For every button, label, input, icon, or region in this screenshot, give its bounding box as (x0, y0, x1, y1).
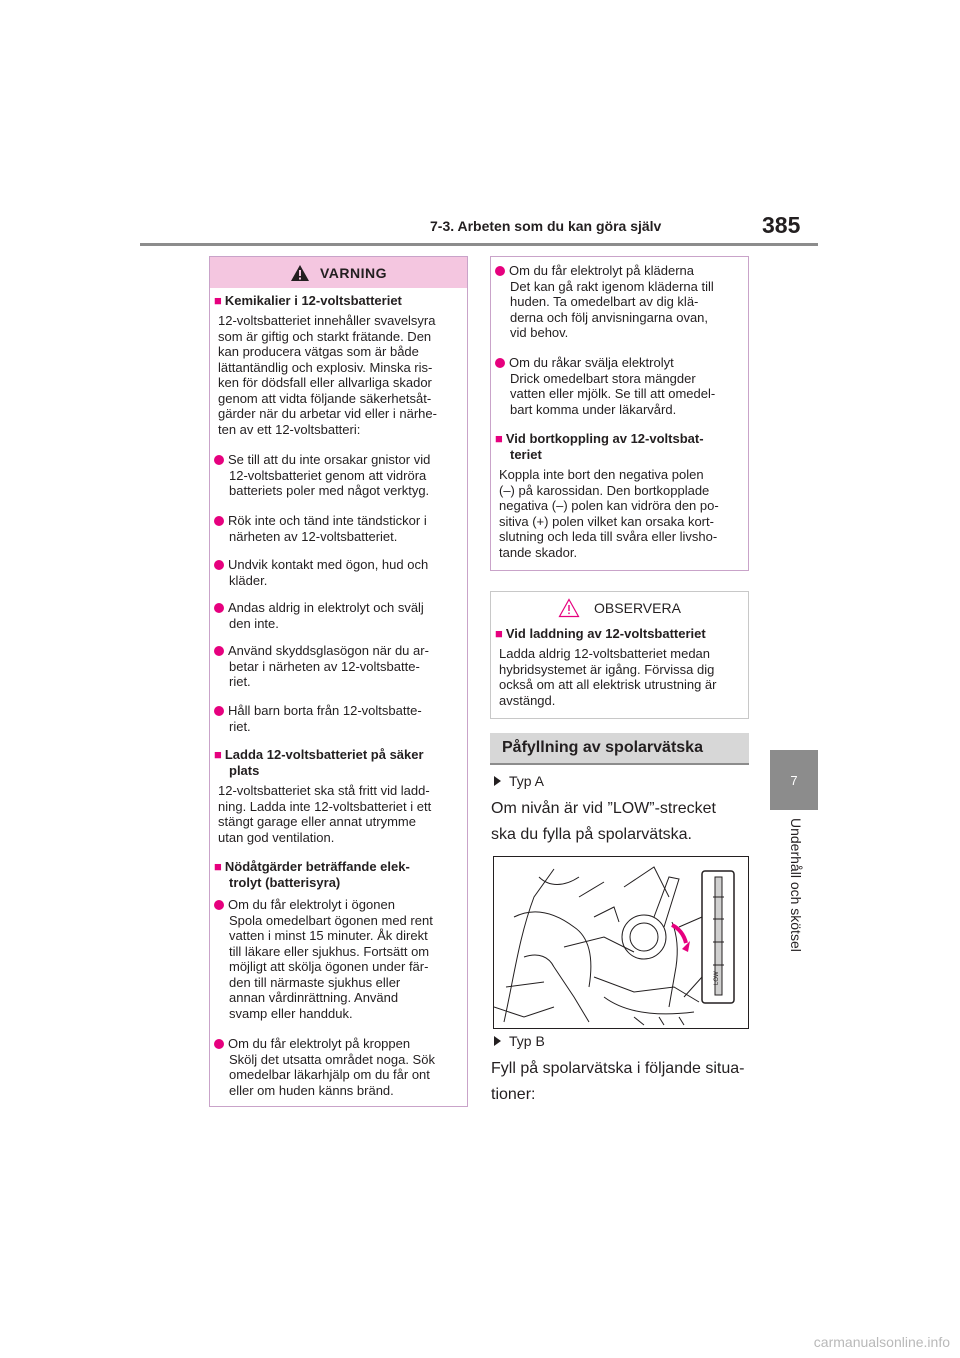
round-bullet-icon (495, 358, 505, 368)
type-b-paragraph: Fyll på spolarvätska i följande situa- tioner: (491, 1060, 745, 1103)
warning-heading-chemicals: ■ Kemikalier i 12-voltsbatteriet (214, 293, 402, 308)
warning-triangle-icon (290, 264, 310, 282)
chapter-tab (770, 750, 818, 810)
warning-bullet-inhale: Andas aldrig in elektrolyt och svälj den inte. (214, 600, 466, 631)
round-bullet-icon (214, 900, 224, 910)
round-bullet-icon (214, 1039, 224, 1049)
warning-title: VARNING (319, 264, 388, 281)
round-bullet-icon (214, 646, 224, 656)
chapter-number: 7 (790, 772, 798, 788)
notice-title: OBSERVERA (594, 599, 681, 616)
warning-heading-safe-charge: ■ Ladda 12-voltsbatteriet på säker plats (214, 747, 424, 778)
page-number: 385 (762, 212, 801, 238)
section-header: 7-3. Arbeten som du kan göra själv (430, 218, 662, 234)
square-bullet-icon: ■ (214, 747, 222, 762)
warning-box (209, 256, 468, 1107)
round-bullet-icon (495, 266, 505, 276)
warning-bullet-body: Om du får elektrolyt på kroppen Skölj det utsatta området noga. Sök omedelbar läkarhjälp om du får ont eller om huden känns bränd. (214, 1036, 466, 1098)
warning-heading-emergency: ■ Nödåtgärder beträffande elek- trolyt (batterisyra) (214, 859, 410, 890)
chapter-label: Underhåll och skötsel (788, 818, 804, 952)
engine-bay-drawing (494, 857, 748, 1028)
type-b-label: Typ B (494, 1033, 545, 1049)
watermark: carmanualsonline.info (813, 1334, 950, 1350)
round-bullet-icon (214, 516, 224, 526)
type-a-paragraph: Om nivån är vid ”LOW”-strecket ska du fylla på spolarvätska. (491, 800, 716, 843)
square-bullet-icon: ■ (495, 626, 503, 641)
caution-triangle-icon (558, 598, 580, 618)
type-a-label: Typ A (494, 773, 544, 789)
warning-bullet-clothes: Om du får elektrolyt på kläderna Det kan gå rakt igenom kläderna till huden. Ta omedelbart av dig klä- derna och följ anvisningarna ovan, vid behov. (495, 263, 747, 341)
warning-bullet-goggles: Använd skyddsglasögon när du ar- betar i närheten av 12-voltsbatte- riet. (214, 643, 466, 690)
washer-fluid-illustration (493, 856, 749, 1029)
warning-bullet-swallow: Om du råkar svälja elektrolyt Drick omedelbart stora mängder vatten eller mjölk. Se till att omedel- bart komma under läkarvård. (495, 355, 747, 417)
warning-box-continued (490, 256, 749, 571)
square-bullet-icon: ■ (214, 859, 222, 874)
warning-heading-disconnect: ■ Vid bortkoppling av 12-voltsbat- teriet (495, 431, 704, 462)
notice-box (490, 591, 749, 719)
warning-bullet-eyes: Om du får elektrolyt i ögonen Spola omedelbart ögonen med rent vatten i minst 15 minuter. Åk direkt till läkare eller sjukhus. Fortsätt om möjligt att skölja ögonen under fär- den till närmaste sjukhus eller annan vårdinrättning. Använd svamp eller handduk. (214, 897, 466, 1021)
section-title: Påfyllning av spolarvätska (490, 733, 749, 765)
notice-header (491, 592, 748, 623)
low-mark-label: LOW (714, 971, 720, 985)
warning-bullet-smoking: Rök inte och tänd inte tändstickor i närheten av 12-voltsbatteriet. (214, 513, 466, 544)
warning-header (210, 257, 467, 288)
warning-bullet-contact: Undvik kontakt med ögon, hud och kläder. (214, 557, 466, 588)
warning-paragraph-charge: 12-voltsbatteriet ska stå fritt vid ladd- ning. Ladda inte 12-voltsbatteriet i ett stängt garage eller annat utrymme utan god ventilation. (218, 783, 432, 845)
square-bullet-icon: ■ (214, 293, 222, 308)
round-bullet-icon (214, 706, 224, 716)
triangle-bullet-icon (494, 776, 501, 786)
notice-heading-charging: ■ Vid laddning av 12-voltsbatteriet (495, 626, 706, 641)
square-bullet-icon: ■ (495, 431, 503, 446)
round-bullet-icon (214, 560, 224, 570)
warning-paragraph-disconnect: Koppla inte bort den negativa polen (–) på karossidan. Den bortkopplade negativa (–) polen kan vidröra den po- sitiva (+) polen vilket kan orsaka kort- slutning och leda till svåra eller livsho- tande skador. (499, 467, 719, 560)
triangle-bullet-icon (494, 1036, 501, 1046)
warning-bullet-sparks: Se till att du inte orsakar gnistor vid 12-voltsbatteriet genom att vidröra batteriets poler med något verktyg. (214, 452, 466, 499)
header-divider (140, 243, 818, 246)
warning-bullet-children: Håll barn borta från 12-voltsbatte- riet. (214, 703, 466, 734)
warning-paragraph-intro: 12-voltsbatteriet innehåller svavelsyra som är giftig och starkt frätande. Den kan producera vätgas som är både lättantändlig och explosiv. Minska ris- ken för dödsfall eller allvarliga skador genom att vidta följande säkerhetsåt- gärder när du arbetar vid eller i närhe- ten av ett 12-voltsbatteri: (218, 313, 437, 437)
round-bullet-icon (214, 603, 224, 613)
round-bullet-icon (214, 455, 224, 465)
notice-paragraph: Ladda aldrig 12-voltsbatteriet medan hybridsystemet är igång. Förvissa dig också om att all elektrisk utrustning är avstängd. (499, 646, 717, 708)
